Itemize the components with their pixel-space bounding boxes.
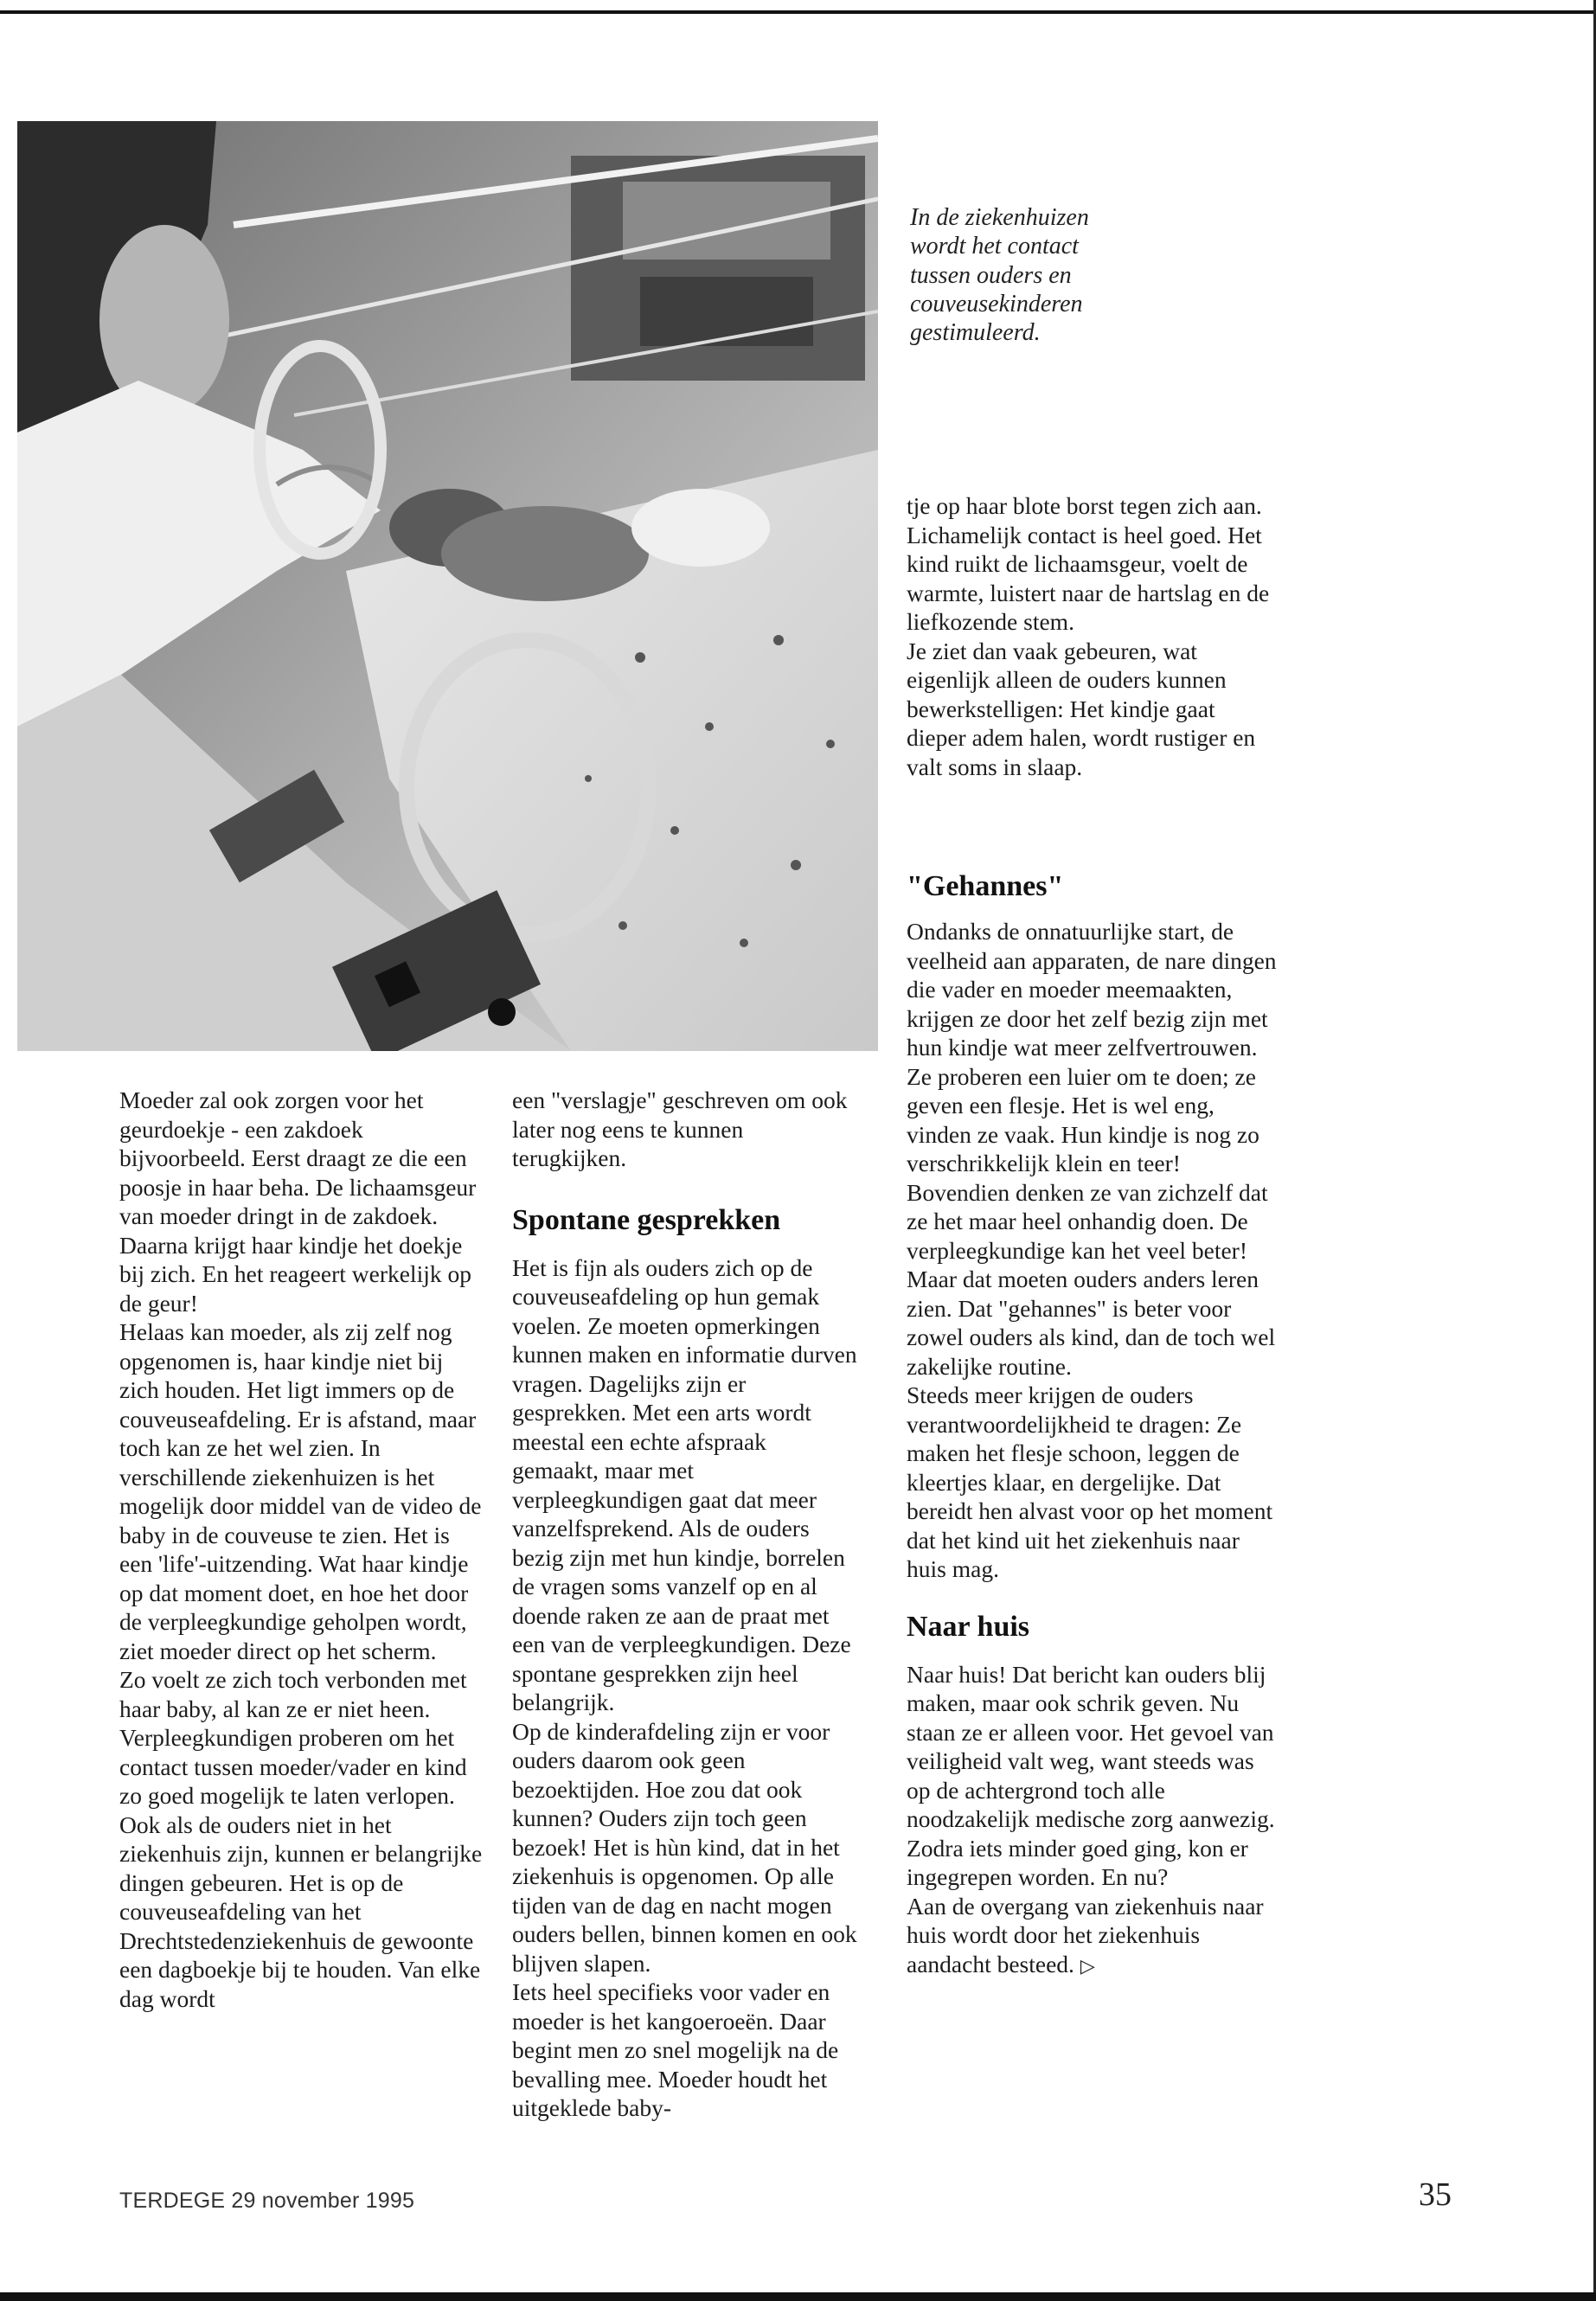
incubator-photo	[17, 121, 878, 1051]
paragraph: Je ziet dan vaak gebeuren, wat eigenlijk alleen de ouders kunnen bewerkstelligen: Het kindje gaat dieper adem halen, wordt rustiger en valt soms in slaap.	[907, 637, 1256, 780]
paragraph	[907, 1892, 1279, 1981]
paragraph-text: Aan de overgang van ziekenhuis naar huis wordt door het ziekenhuis aandacht besteed.	[907, 1892, 1264, 1977]
column-3-top	[907, 491, 1279, 781]
footer-publication: TERDEGE 29 november 1995	[119, 2189, 415, 2213]
photo-illustration	[17, 121, 878, 1051]
paragraph: Iets heel specifieks voor vader en moeder is het kangoeroeën. Daar begint men zo snel mogelijk na de bevalling mee. Moeder houdt het uitgeklede baby-	[512, 1978, 839, 2121]
paragraph: Zo voelt ze zich toch verbonden met haar baby, al kan ze er niet heen. Verpleegkundigen proberen om het contact tussen moeder/vader en kind zo goed mogelijk te laten verlopen. Ook als de ouders niet in het ziekenhuis zijn, kunnen er belangrijke dingen gebeuren. Het is op de couveuseafdeling van het Drechtstedenziekenhuis de gewoonte een dagboekje bij te houden. Van elke dag wordt	[119, 1666, 483, 2012]
paragraph: Steeds meer krijgen de ouders verantwoordelijkheid te dragen: Ze maken het flesje schoon, leggen de kleertjes klaar, en dergelijke. Dat bereidt hen alvast voor op het moment dat het kind uit het ziekenhuis naar huis mag.	[907, 1381, 1273, 1582]
photo-caption: In de ziekenhuizen wordt het contact tussen ouders en couveusekinderen gestimuleerd.	[910, 204, 1089, 347]
paragraph: Helaas kan moeder, als zij zelf nog opgenomen is, haar kindje niet bij zich houden. Het ligt immers op de couveuseafdeling. Er is afstand, maar toch kan ze het wel zien. In verschillende ziekenhuizen is het mogelijk door middel van de video de baby in de couveuse te zien. Het is een 'life'-uitzending. Wat haar kindje op dat moment doet, en hoe het door de verpleegkundige geholpen wordt, ziet moeder direct op het scherm.	[119, 1318, 482, 1664]
paragraph: Ondanks de onnatuurlijke start, de veelheid aan apparaten, de nare dingen die vader en moeder meemaakten, krijgen ze door het zelf bezig zijn met hun kindje wat meer zelfvertrouwen. Ze proberen een luier om te doen; ze geven een flesje. Het is wel eng, vinden ze vaak. Hun kindje is nog zo verschrikkelijk klein en teer! Bovendien denken ze van zichzelf dat ze het maar heel onhandig doen. De verpleegkundige kan het veel beter! Maar dat moeten ouders anders leren zien. Dat "gehannes" is beter voor zowel ouders als kind, dan de toch wel zakelijke routine.	[907, 918, 1277, 1380]
column-2	[512, 1086, 858, 2123]
continue-arrow-icon: ▷	[1080, 1954, 1095, 1977]
column-1	[119, 1086, 483, 2013]
paragraph: tje op haar blote borst tegen zich aan. Lichamelijk contact is heel goed. Het kind ruikt de lichaamsgeur, voelt de warmte, luistert naar de hartslag en de liefkozende stem.	[907, 492, 1270, 635]
column-3	[907, 917, 1279, 1980]
page-number: 35	[1419, 2176, 1452, 2213]
paragraph: Moeder zal ook zorgen voor het geurdoekje - een zakdoek bijvoorbeeld. Eerst draagt ze die een poosje in haar beha. De lichaamsgeur van moeder dringt in de zakdoek. Daarna krijgt haar kindje het doekje bij zich. En het reageert werkelijk op de geur!	[119, 1086, 477, 1317]
section-heading-gehannes: "Gehannes"	[907, 870, 1064, 902]
paragraph: een "verslagje" geschreven om ook later nog eens te kunnen terugkijken.	[512, 1086, 848, 1171]
section-heading-spontane-gesprekken: Spontane gesprekken	[512, 1203, 781, 1236]
paragraph: Op de kinderafdeling zijn er voor ouders daarom ook geen bezoektijden. Hoe zou dat ook kunnen? Ouders zijn toch geen bezoek! Het is hùn kind, dat in het ziekenhuis is opgenomen. Op alle tijden van de dag en nacht mogen ouders bellen, binnen komen en ook blijven slapen.	[512, 1717, 857, 1977]
top-rule	[0, 10, 1596, 14]
section-heading-naar-huis: Naar huis	[907, 1610, 1030, 1643]
paragraph: Het is fijn als ouders zich op de couveuseafdeling op hun gemak voelen. Ze moeten opmerkingen kunnen maken en informatie durven vragen. Dagelijks zijn er gesprekken. Met een arts wordt meestal een echte afspraak gemaakt, maar met verpleegkundigen gaat dat meer vanzelfsprekend. Als de ouders bezig zijn met hun kindje, borrelen de vragen soms vanzelf op en al doende raken ze aan de praat met een van de verpleegkundigen. Deze spontane gesprekken zijn heel belangrijk.	[512, 1253, 857, 1715]
paragraph: Naar huis! Dat bericht kan ouders blij maken, maar ook schrik geven. Nu staan ze er alleen voor. Het gevoel van veiligheid valt weg, want steeds was op de achtergrond toch alle noodzakelijk medische zorg aanwezig. Zodra iets minder goed ging, kon er ingegrepen worden. En nu?	[907, 1660, 1275, 1890]
bottom-edge	[0, 2292, 1596, 2301]
